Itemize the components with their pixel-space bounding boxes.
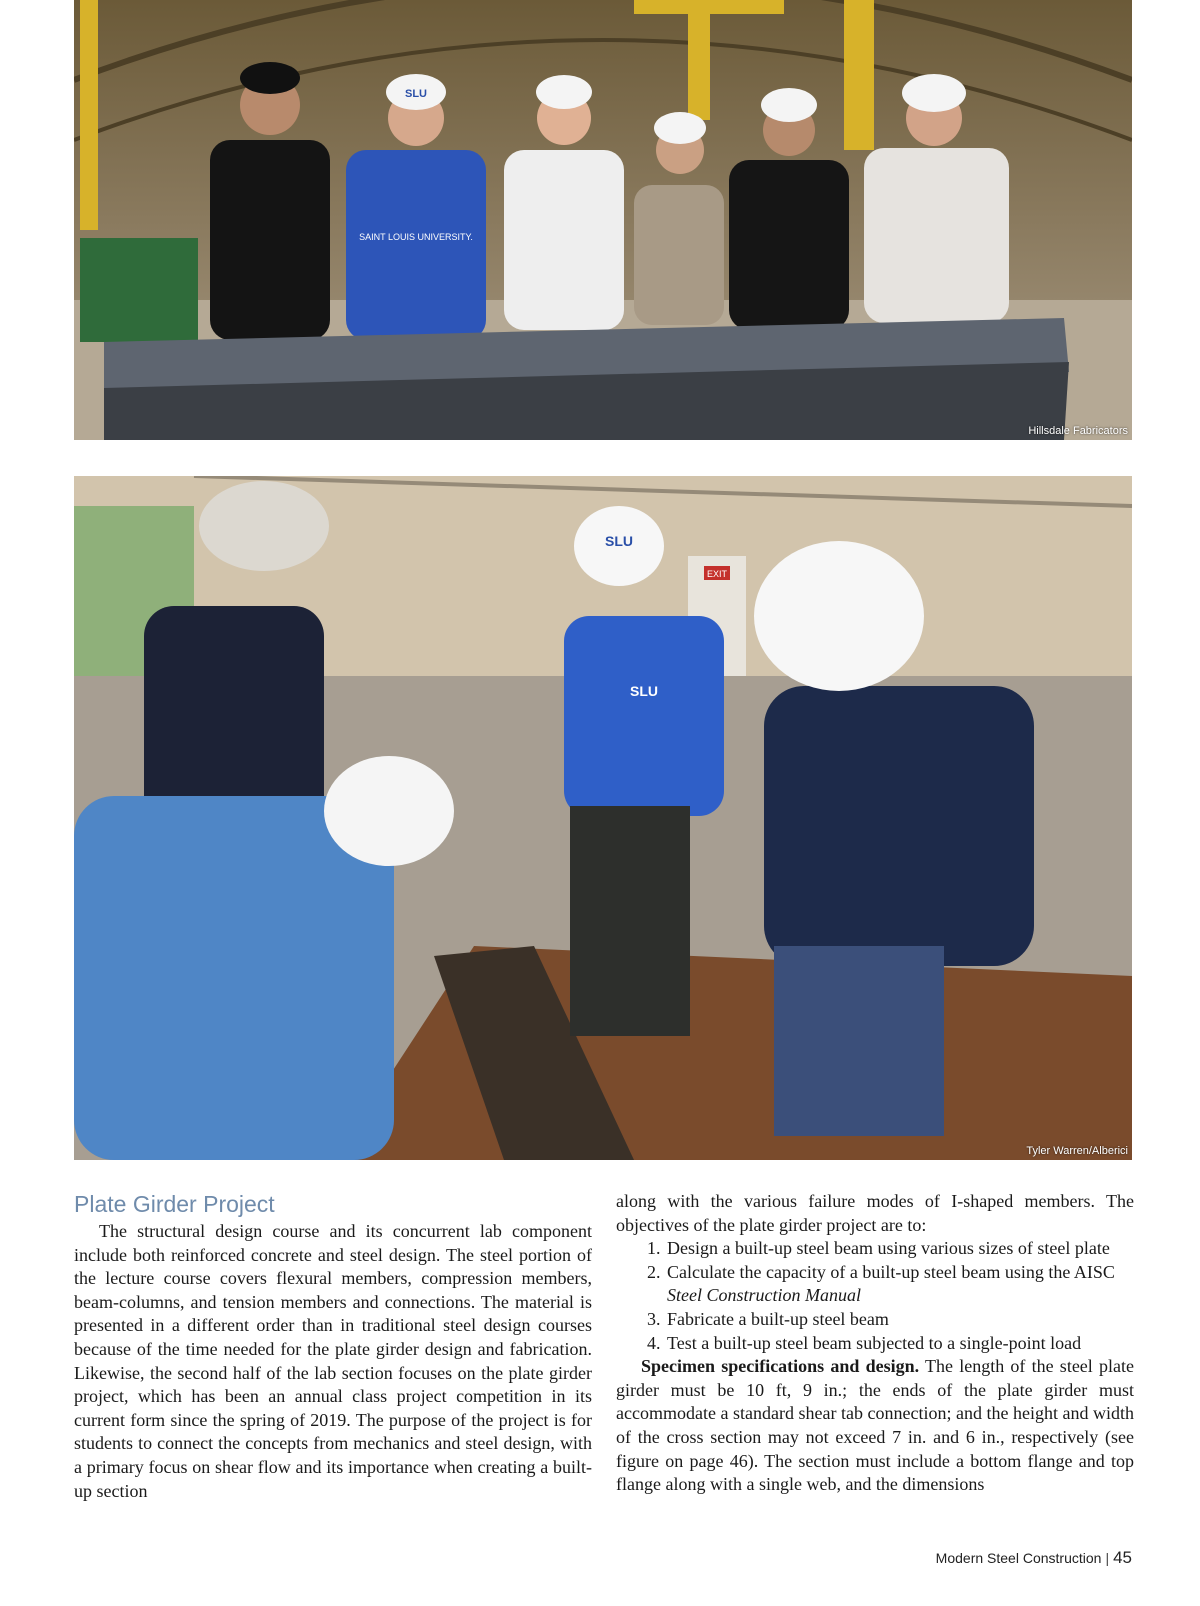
article-column-left <box>74 1190 592 1503</box>
specification-lead: Specimen specifications and design. <box>641 1356 920 1377</box>
specification-text: The length of the steel plate girder must be 10 ft, 9 in.; the ends of the plate girder must accommodate a standard shear tab connection; and the height and width of the cross section may not exceed 7 in. and 6 in., respectively (see figure on page 46). The section must include a bottom flange and top flange along with a single web, and the dimensions <box>616 1356 1134 1495</box>
objective-item: 4. Test a built-up steel beam subjected to a single-point load <box>665 1332 1134 1356</box>
objective-item: 1. Design a built-up steel beam using various sizes of steel plate <box>665 1237 1134 1261</box>
photo-students-with-beam-image <box>74 0 1132 440</box>
objective-item: 3. Fabricate a built-up steel beam <box>665 1308 1134 1332</box>
helmet-label: SLU <box>605 533 633 549</box>
paragraph-part2: along with the various failure modes of I-shaped members. The objectives of the plate girder project are to: <box>616 1191 1134 1235</box>
photo-credit: Tyler Warren/Alberici <box>1026 1145 1128 1157</box>
article-column-right <box>616 1190 1134 1497</box>
photo-students-measuring-beam <box>74 476 1132 1160</box>
objective-item: 2. Calculate the capacity of a built-up steel beam using the AISC Steel Construction Manual <box>665 1261 1134 1308</box>
shirt-text: SLU <box>630 683 658 699</box>
photo-students-measuring-beam-image <box>74 476 1132 1160</box>
photo-students-with-beam <box>74 0 1132 440</box>
objectives-list <box>616 1237 1134 1355</box>
specification-paragraph <box>616 1355 1134 1497</box>
exit-sign: EXIT <box>706 569 728 579</box>
paragraph-part1: The structural design course and its concurrent lab component include both reinforced concrete and steel design. The steel portion of the lecture course covers flexural members, compression members, beam-columns, and tension members and connections. The material is presented in a different order than in traditional steel design courses because of the time needed for the plate girder design and fabrication. Likewise, the second half of the lab section focuses on the plate girder project, which has been an annual class project competition in its current form since the spring of 2019. The purpose of the project is for students to connect the concepts from mechanics and steel design, with a primary focus on shear flow and its importance when creating a built-up section <box>74 1221 592 1501</box>
shirt-text: SAINT LOUIS UNIVERSITY. <box>359 232 473 242</box>
helmet-label: SLU <box>405 88 427 100</box>
publication-name: Modern Steel Construction <box>935 1550 1102 1566</box>
page-number: 45 <box>1113 1548 1132 1567</box>
page-footer: Modern Steel Construction | 45 <box>935 1548 1132 1567</box>
photo-credit: Hillsdale Fabricators <box>1028 425 1128 437</box>
section-heading: Plate Girder Project <box>74 1191 275 1217</box>
